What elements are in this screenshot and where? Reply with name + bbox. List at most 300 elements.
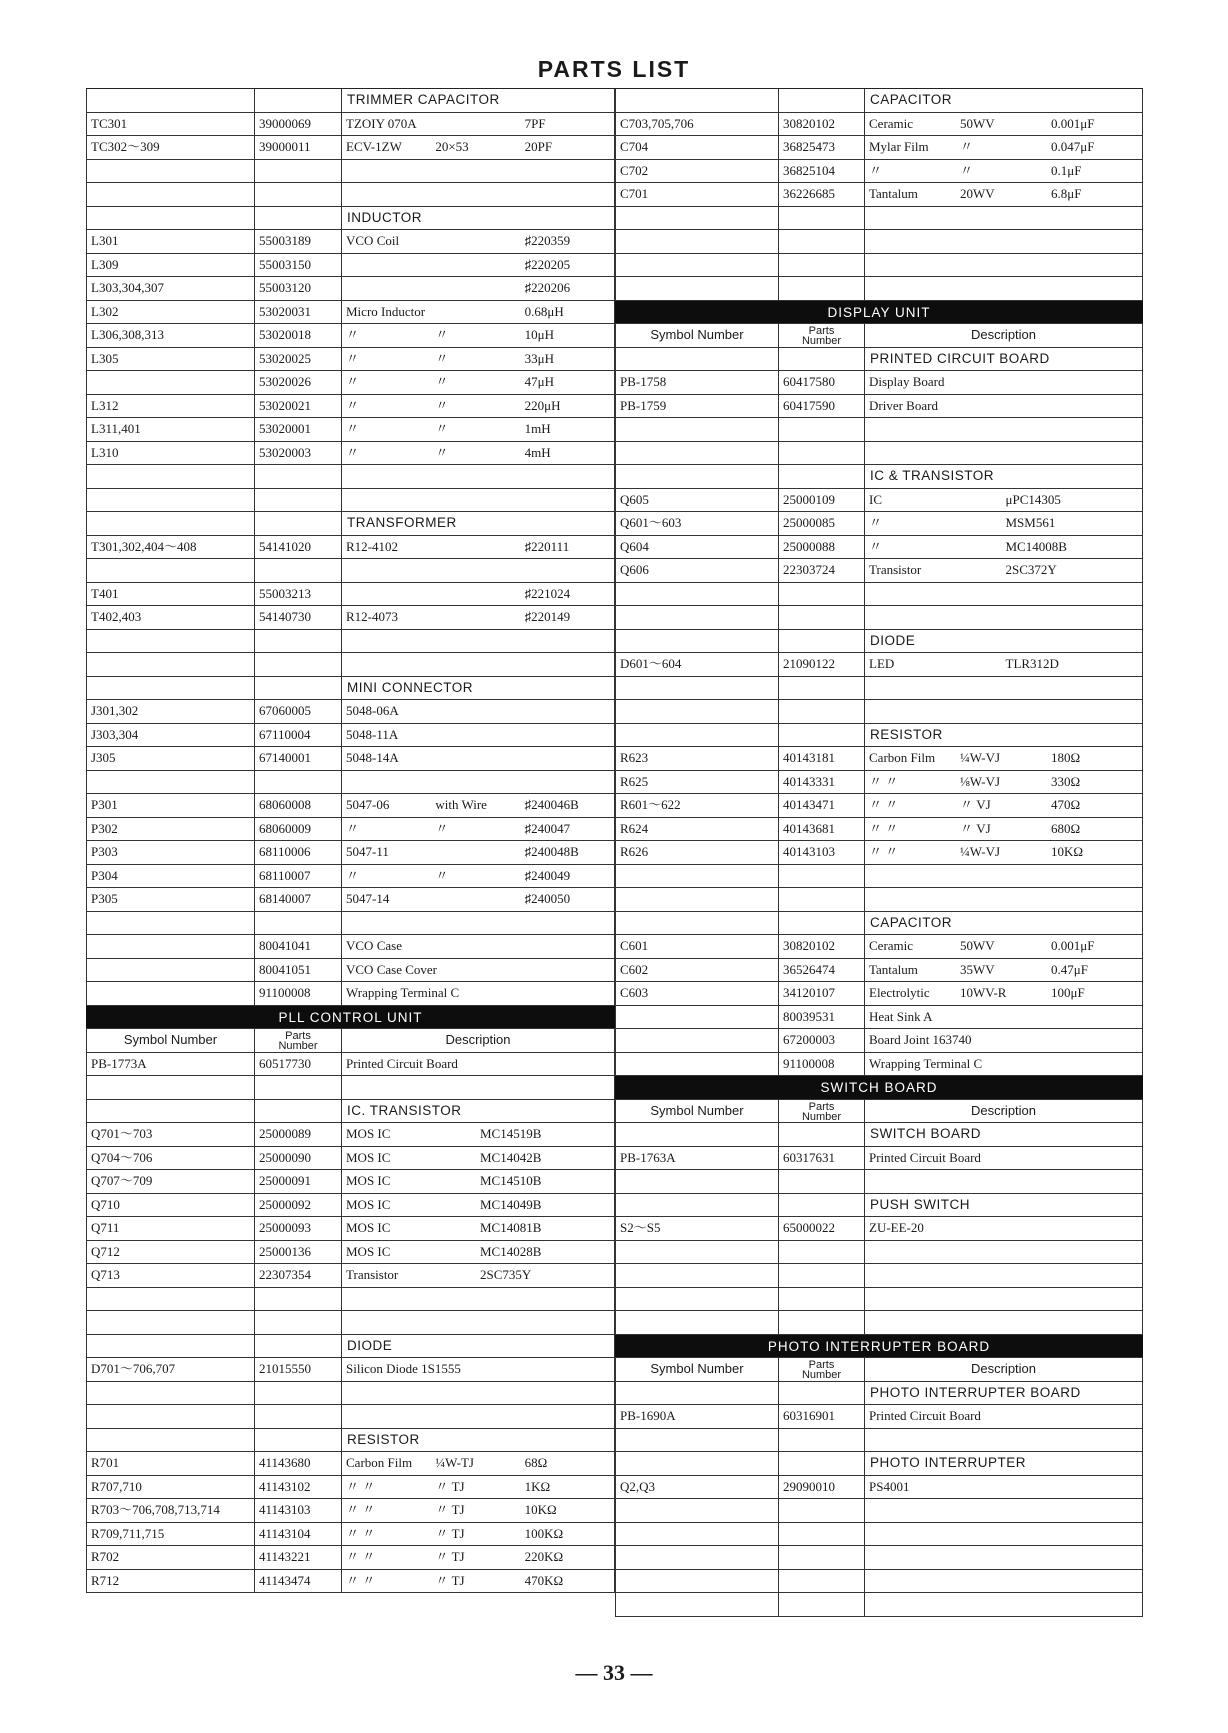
description-cell <box>341 489 615 512</box>
description-cell: Display Board <box>864 371 1143 394</box>
description-field: 2SC735Y <box>480 1267 532 1282</box>
symbol-number-cell <box>615 630 778 653</box>
description-field <box>435 301 524 323</box>
description-cell <box>864 1429 1143 1452</box>
symbol-number-cell <box>615 418 778 441</box>
description-field: 〃 <box>960 139 974 154</box>
symbol-number-cell <box>615 1053 778 1076</box>
description-field: 5047-06 <box>346 797 390 812</box>
symbol-number-header: Symbol Number <box>86 1029 254 1052</box>
description-field: MC14028B <box>480 1243 542 1259</box>
description-fields <box>869 794 1142 816</box>
parts-number-cell: 40143181 <box>778 747 864 770</box>
description-cell: ZU-EE-20 <box>864 1217 1143 1240</box>
section-title: MINI CONNECTOR <box>341 677 615 700</box>
description-fields <box>346 254 614 276</box>
description-cell <box>864 747 1143 770</box>
description-cell <box>341 1546 615 1569</box>
description-field: Tantalum <box>869 186 918 201</box>
description-cell <box>864 183 1143 206</box>
parts-number-cell <box>254 1311 341 1334</box>
description-field: 〃 〃 <box>869 844 899 859</box>
parts-number-cell <box>778 442 864 465</box>
description-cell <box>864 794 1143 817</box>
parts-number-cell <box>778 1570 864 1593</box>
description-fields <box>346 888 614 910</box>
blank-row <box>615 442 1143 466</box>
description-field: 〃 <box>346 374 360 389</box>
description-field: MSM561 <box>1005 515 1056 530</box>
description-fields <box>346 536 614 558</box>
symbol-number-cell <box>615 724 778 747</box>
table-row <box>615 771 1143 795</box>
symbol-number-cell <box>615 254 778 277</box>
symbol-number-cell: Q701～703 <box>86 1123 254 1146</box>
table-row <box>615 794 1143 818</box>
parts-number-cell: 53020031 <box>254 301 341 324</box>
symbol-number-cell: R626 <box>615 841 778 864</box>
section-row <box>86 89 615 113</box>
symbol-number-cell: P302 <box>86 818 254 841</box>
symbol-number-cell <box>615 888 778 911</box>
parts-number-cell <box>254 89 341 112</box>
parts-number-cell <box>778 888 864 911</box>
description-field <box>525 747 614 769</box>
description-cell <box>341 230 615 253</box>
parts-number-cell: 25000092 <box>254 1194 341 1217</box>
symbol-number-cell: R707,710 <box>86 1476 254 1499</box>
description-cell <box>341 254 615 277</box>
symbol-number-cell <box>86 912 254 935</box>
description-field: 〃 <box>346 327 360 342</box>
description-cell: Silicon Diode 1S1555 <box>341 1358 615 1381</box>
section-row <box>615 1452 1143 1476</box>
description-field <box>435 113 524 135</box>
description-header: Description <box>864 324 1143 347</box>
description-field: 10KΩ <box>1051 844 1084 859</box>
table-row <box>86 747 615 771</box>
description-field: 〃 <box>346 867 360 883</box>
section-title: SWITCH BOARD <box>864 1123 1143 1146</box>
table-row <box>615 371 1143 395</box>
parts-number-cell <box>778 207 864 230</box>
description-field: 〃 <box>346 444 360 460</box>
description-field <box>435 935 524 957</box>
description-field: ¼W-VJ <box>960 750 1001 765</box>
section-band: DISPLAY UNIT <box>615 301 1143 325</box>
parts-number-cell <box>778 1429 864 1452</box>
description-fields <box>346 1217 614 1239</box>
description-cell <box>864 277 1143 300</box>
parts-number-cell: 22303724 <box>778 559 864 582</box>
symbol-number-cell <box>615 207 778 230</box>
section-title: PUSH SWITCH <box>864 1194 1143 1217</box>
description-cell <box>341 606 615 629</box>
table-row <box>86 1546 615 1570</box>
table-row <box>86 700 615 724</box>
description-field: 20×53 <box>435 139 469 154</box>
blank-row <box>615 230 1143 254</box>
description-field: 〃 <box>346 350 360 366</box>
description-fields <box>346 230 614 252</box>
table-row <box>86 1499 615 1523</box>
section-title: TRIMMER CAPACITOR <box>341 89 615 112</box>
description-fields <box>346 1241 614 1263</box>
table-row <box>615 747 1143 771</box>
parts-number-cell: 68060009 <box>254 818 341 841</box>
description-header: Description <box>864 1100 1143 1123</box>
description-field: 〃 TJ <box>435 1525 465 1541</box>
section-title: PHOTO INTERRUPTER <box>864 1452 1143 1475</box>
parts-number-cell: 54141020 <box>254 536 341 559</box>
parts-number-cell: 60316901 <box>778 1405 864 1428</box>
section-row <box>615 1194 1143 1218</box>
section-row <box>86 1100 615 1124</box>
description-field: 10μH <box>524 327 555 342</box>
parts-number-cell <box>778 277 864 300</box>
description-fields <box>346 1170 614 1192</box>
table-row <box>615 395 1143 419</box>
table-row <box>86 888 615 912</box>
description-field: 0.047μF <box>1051 139 1095 154</box>
table-row <box>615 1476 1143 1500</box>
description-field: 35WV <box>960 961 995 977</box>
blank-row <box>86 1405 615 1429</box>
symbol-number-cell <box>615 1429 778 1452</box>
description-fields <box>869 653 1142 675</box>
symbol-number-cell: Q601～603 <box>615 512 778 535</box>
parts-number-cell: 53020025 <box>254 348 341 371</box>
description-field: Carbon Film <box>346 1455 413 1470</box>
description-field: 20WV <box>960 186 995 201</box>
parts-number-cell: 25000091 <box>254 1170 341 1193</box>
symbol-number-cell <box>86 771 254 794</box>
blank-row <box>615 888 1143 912</box>
parts-number-cell: 53020021 <box>254 395 341 418</box>
description-field <box>525 935 614 957</box>
parts-number-cell <box>778 724 864 747</box>
description-cell <box>341 1264 615 1287</box>
parts-number-cell: 91100008 <box>778 1053 864 1076</box>
parts-number-cell <box>778 1123 864 1146</box>
table-row <box>86 794 615 818</box>
table-row <box>86 1264 615 1288</box>
table-row <box>86 1241 615 1265</box>
symbol-number-cell <box>86 935 254 958</box>
description-field: 2SC372Y <box>1005 562 1057 577</box>
description-field: 〃 TJ <box>435 1478 465 1494</box>
description-field: Mylar Film <box>869 139 929 154</box>
symbol-number-cell: R703～706,708,713,714 <box>86 1499 254 1522</box>
description-field: ECV-1ZW <box>346 139 402 154</box>
blank-row <box>86 559 615 583</box>
description-field: 470Ω <box>1051 797 1081 812</box>
symbol-number-cell <box>86 559 254 582</box>
symbol-number-cell <box>86 207 254 230</box>
section-row <box>86 512 615 536</box>
symbol-number-cell <box>615 1194 778 1217</box>
symbol-number-cell: Q604 <box>615 536 778 559</box>
description-cell <box>341 1570 615 1593</box>
table-row <box>86 324 615 348</box>
table-row <box>86 230 615 254</box>
description-cell <box>341 1194 615 1217</box>
description-field: 5048-14A <box>346 750 399 765</box>
description-field <box>437 959 526 981</box>
description-cell <box>341 1499 615 1522</box>
table-row <box>615 959 1143 983</box>
symbol-number-cell <box>615 1170 778 1193</box>
description-field <box>435 888 524 910</box>
table-row <box>86 113 615 137</box>
parts-number-cell <box>254 653 341 676</box>
description-field: 680Ω <box>1051 820 1081 836</box>
description-field: ♯220359 <box>524 233 571 248</box>
description-field <box>435 277 524 299</box>
symbol-number-cell: Q2,Q3 <box>615 1476 778 1499</box>
symbol-number-cell: PB-1759 <box>615 395 778 418</box>
description-field: Transistor <box>346 1267 399 1282</box>
symbol-number-cell: C601 <box>615 935 778 958</box>
parts-number-cell: 41143221 <box>254 1546 341 1569</box>
description-field: ⅛W-VJ <box>960 773 1001 789</box>
table-row <box>86 1147 615 1171</box>
table-row <box>86 1170 615 1194</box>
symbol-number-cell: Q606 <box>615 559 778 582</box>
description-field: Electrolytic <box>869 985 930 1000</box>
description-cell <box>341 1452 615 1475</box>
table-row <box>86 1053 615 1077</box>
symbol-number-cell <box>615 1523 778 1546</box>
table-row <box>615 489 1143 513</box>
symbol-number-cell <box>86 89 254 112</box>
parts-number-cell <box>254 1429 341 1452</box>
description-cell <box>341 536 615 559</box>
parts-number-cell: 55003120 <box>254 277 341 300</box>
description-field: 5047-14 <box>346 891 390 906</box>
section-title: TRANSFORMER <box>341 512 615 535</box>
description-field <box>435 230 524 252</box>
description-field: ♯220206 <box>524 280 571 295</box>
description-cell <box>341 418 615 441</box>
section-title: CAPACITOR <box>864 912 1143 935</box>
parts-number-cell <box>778 254 864 277</box>
description-fields <box>869 136 1142 158</box>
description-cell <box>864 606 1143 629</box>
parts-number-cell <box>254 1100 341 1123</box>
parts-number-cell <box>254 771 341 794</box>
description-field: 0.001μF <box>1051 115 1095 131</box>
description-field <box>435 747 524 769</box>
description-header: Description <box>341 1029 615 1052</box>
symbol-number-cell <box>615 1123 778 1146</box>
parts-number-cell <box>254 489 341 512</box>
table-row <box>615 1147 1143 1171</box>
symbol-number-cell: P301 <box>86 794 254 817</box>
description-fields <box>869 512 1142 534</box>
table-row <box>86 536 615 560</box>
section-title: CAPACITOR <box>864 89 1143 112</box>
description-fields <box>869 935 1142 957</box>
description-field: 〃 <box>346 397 360 413</box>
description-cell <box>864 1523 1143 1546</box>
description-header: Description <box>864 1358 1143 1381</box>
symbol-number-cell <box>615 865 778 888</box>
description-field <box>525 700 614 722</box>
description-fields <box>346 301 614 323</box>
description-cell <box>341 1311 615 1334</box>
description-field: 180Ω <box>1051 750 1081 765</box>
parts-number-cell: 67060005 <box>254 700 341 723</box>
description-cell <box>341 559 615 582</box>
symbol-number-cell: S2～S5 <box>615 1217 778 1240</box>
parts-number-cell: 60417590 <box>778 395 864 418</box>
section-band: PHOTO INTERRUPTER BOARD <box>615 1335 1143 1359</box>
parts-number-cell: 36825104 <box>778 160 864 183</box>
description-field <box>435 724 524 746</box>
parts-number-cell: 40143331 <box>778 771 864 794</box>
description-field: 50WV <box>960 115 995 131</box>
description-field: 33μH <box>524 350 555 366</box>
symbol-number-cell: PB-1758 <box>615 371 778 394</box>
section-row <box>86 1335 615 1359</box>
parts-number-cell <box>254 912 341 935</box>
parts-number-cell <box>778 1241 864 1264</box>
description-cell <box>341 982 615 1005</box>
table-row <box>615 160 1143 184</box>
description-field: μPC14305 <box>1005 491 1061 507</box>
description-fields <box>346 818 614 840</box>
symbol-number-cell: Q712 <box>86 1241 254 1264</box>
parts-number-header <box>778 324 864 347</box>
parts-number-cell: 25000089 <box>254 1123 341 1146</box>
parts-number-cell: 36825473 <box>778 136 864 159</box>
description-cell <box>864 1264 1143 1287</box>
description-fields <box>346 348 614 370</box>
description-field: MOS IC <box>346 1126 391 1141</box>
symbol-number-cell: J301,302 <box>86 700 254 723</box>
description-field: 100KΩ <box>524 1525 564 1541</box>
blank-row <box>86 771 615 795</box>
blank-row <box>615 418 1143 442</box>
description-fields <box>346 1523 614 1545</box>
parts-number-cell <box>254 559 341 582</box>
parts-number-cell: 68110007 <box>254 865 341 888</box>
description-field: VCO Coil <box>346 233 400 248</box>
parts-number-cell: 30820102 <box>778 113 864 136</box>
section-title: RESISTOR <box>341 1429 615 1452</box>
description-fields <box>346 418 614 440</box>
parts-number-cell <box>778 912 864 935</box>
description-cell <box>864 1241 1143 1264</box>
description-fields <box>869 771 1142 793</box>
description-cell <box>341 1288 615 1311</box>
description-field: ♯240047 <box>524 820 571 836</box>
description-fields <box>346 1264 614 1286</box>
description-field: 4mH <box>524 444 551 460</box>
description-field: ♯220111 <box>524 538 570 554</box>
description-cell <box>864 113 1143 136</box>
description-cell <box>341 1523 615 1546</box>
symbol-number-cell: R701 <box>86 1452 254 1475</box>
symbol-number-cell: D701～706,707 <box>86 1358 254 1381</box>
table-row <box>86 841 615 865</box>
parts-number-cell <box>778 1452 864 1475</box>
symbol-number-cell: T402,403 <box>86 606 254 629</box>
description-cell <box>341 935 615 958</box>
description-field: VCO Case Cover <box>346 961 437 977</box>
description-field: 5047-11 <box>346 844 389 859</box>
description-cell <box>341 1147 615 1170</box>
description-field: MOS IC <box>346 1149 391 1165</box>
parts-number-header <box>254 1029 341 1052</box>
parts-number-cell: 36526474 <box>778 959 864 982</box>
blank-row <box>615 606 1143 630</box>
header-row <box>615 1358 1143 1382</box>
blank-row <box>86 465 615 489</box>
description-field: Tantalum <box>869 961 918 977</box>
blank-row <box>615 677 1143 701</box>
symbol-number-cell <box>86 1076 254 1099</box>
description-cell <box>341 888 615 911</box>
description-cell: Driver Board <box>864 395 1143 418</box>
blank-row <box>615 207 1143 231</box>
section-title: RESISTOR <box>864 724 1143 747</box>
description-cell <box>864 512 1143 535</box>
parts-number-cell: 53020001 <box>254 418 341 441</box>
parts-number-cell <box>778 348 864 371</box>
parts-number-cell <box>778 1170 864 1193</box>
description-field: 1KΩ <box>524 1478 551 1494</box>
blank-row <box>615 865 1143 889</box>
description-cell <box>864 583 1143 606</box>
description-cell <box>864 700 1143 723</box>
parts-number-cell <box>778 677 864 700</box>
description-cell <box>864 818 1143 841</box>
symbol-number-cell: C703,705,706 <box>615 113 778 136</box>
description-field: Ceramic <box>869 938 914 953</box>
symbol-number-cell: TC301 <box>86 113 254 136</box>
description-cell <box>341 912 615 935</box>
description-fields <box>869 183 1142 205</box>
description-fields <box>346 113 614 135</box>
description-field: LED <box>869 656 895 671</box>
symbol-number-cell: L305 <box>86 348 254 371</box>
description-cell <box>864 489 1143 512</box>
description-fields <box>346 1499 614 1521</box>
description-field: 〃 <box>869 515 883 530</box>
parts-number-cell: 55003150 <box>254 254 341 277</box>
parts-number-cell <box>778 606 864 629</box>
parts-number-cell: 55003189 <box>254 230 341 253</box>
parts-header-line: Number <box>278 1040 318 1052</box>
description-cell <box>341 1241 615 1264</box>
blank-row <box>615 700 1143 724</box>
parts-header-line: Parts <box>285 1030 311 1042</box>
table-row <box>615 1217 1143 1241</box>
description-cell <box>341 183 615 206</box>
description-cell <box>341 818 615 841</box>
symbol-number-cell <box>615 348 778 371</box>
symbol-number-cell: R709,711,715 <box>86 1523 254 1546</box>
table-row <box>615 1405 1143 1429</box>
symbol-number-cell <box>86 982 254 1005</box>
description-fields <box>869 818 1142 840</box>
description-fields <box>346 1546 614 1568</box>
section-row <box>86 207 615 231</box>
description-field <box>537 982 614 1004</box>
parts-number-cell: 41143474 <box>254 1570 341 1593</box>
